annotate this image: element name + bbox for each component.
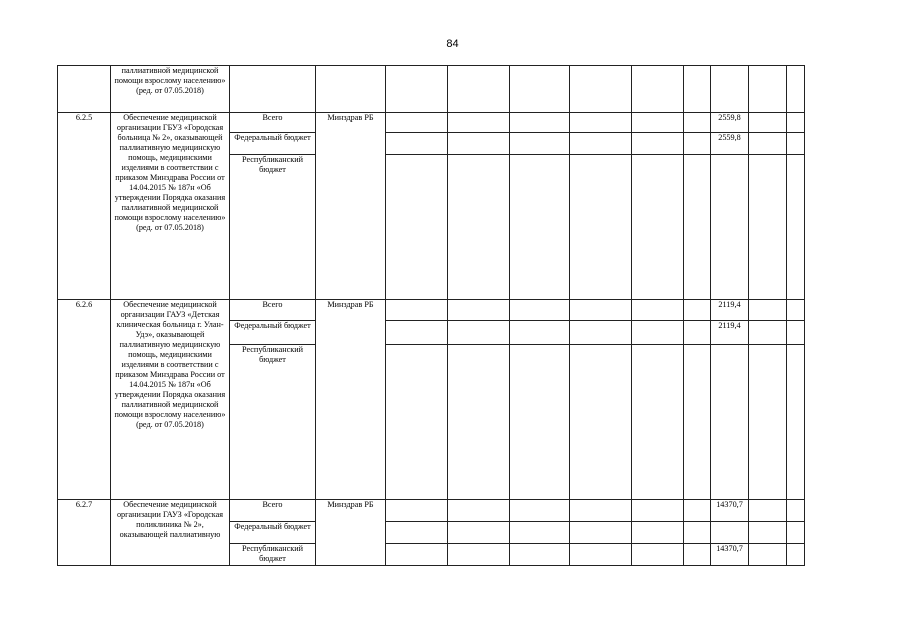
value-cell: 2119,4 [711, 321, 749, 345]
executor-cell: Минздрав РБ [316, 300, 386, 500]
code-cell: 6.2.7 [58, 500, 111, 566]
source-cell: Республиканский бюджет [230, 544, 316, 566]
source-cell: Республиканский бюджет [230, 345, 316, 500]
budget-table [57, 65, 805, 566]
source-cell: Федеральный бюджет [230, 522, 316, 544]
executor-cell: Минздрав РБ [316, 500, 386, 566]
value-cell: 14370,7 [711, 500, 749, 522]
value-cell: 2559,8 [711, 133, 749, 155]
table-row [58, 66, 805, 113]
executor-cell: Минздрав РБ [316, 113, 386, 300]
value-cell [711, 345, 749, 500]
description-cell: Обеспечение медицинской организации ГАУЗ «Детская клиническая больница г. Улан-Удэ», оказывающей паллиативную медицинскую помощь, медицинскими изделиями в соответствии с приказом Минздрава России от 14.04.2015 № 187н «Об утверждении Порядка оказания паллиативной медицинской помощи взрослому населению» (ред. от 07.05.2018) [111, 300, 230, 500]
source-cell: Федеральный бюджет [230, 133, 316, 155]
page-number: 84 [446, 38, 459, 50]
description-cell: Обеспечение медицинской организации ГБУЗ «Городская больница № 2», оказывающей паллиативную медицинскую помощь, медицинскими изделиями в соответствии с приказом Минздрава России от 14.04.2015 № 187н «Об утверждении Порядка оказания паллиативной медицинской помощи взрослому населению» (ред. от 07.05.2018) [111, 113, 230, 300]
value-cell: 2119,4 [711, 300, 749, 321]
value-cell [711, 155, 749, 300]
value-cell: 2559,8 [711, 113, 749, 133]
table-row [58, 500, 805, 522]
table-row [58, 113, 805, 133]
source-cell: Республиканский бюджет [230, 155, 316, 300]
source-cell: Федеральный бюджет [230, 321, 316, 345]
source-cell: Всего [230, 113, 316, 133]
description-cell: паллиативной медицинской помощи взрослому населению» (ред. от 07.05.2018) [111, 66, 230, 113]
code-cell: 6.2.6 [58, 300, 111, 500]
source-cell: Всего [230, 500, 316, 522]
value-cell: 14370,7 [711, 544, 749, 566]
value-cell [711, 522, 749, 544]
table-row [58, 300, 805, 321]
code-cell: 6.2.5 [58, 113, 111, 300]
description-cell: Обеспечение медицинской организации ГАУЗ «Городская поликлиника № 2», оказывающей паллиативную [111, 500, 230, 566]
source-cell: Всего [230, 300, 316, 321]
